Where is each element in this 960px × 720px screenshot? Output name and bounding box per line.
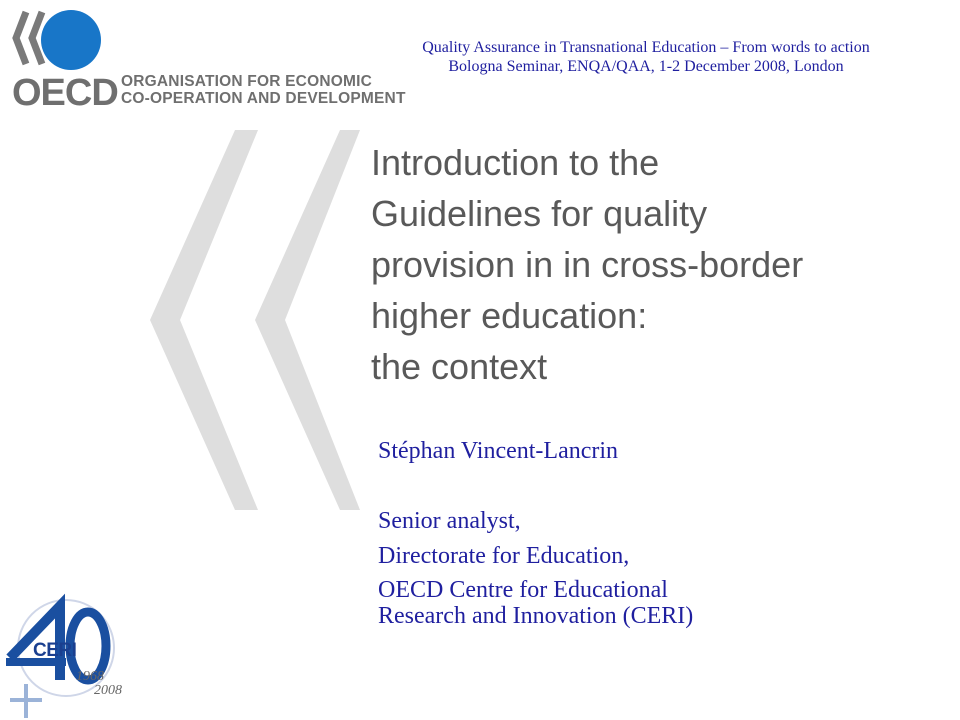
ceri-label: CERI: [33, 640, 77, 661]
title-line-5: the context: [371, 346, 548, 387]
chevron-left-shape: [150, 130, 258, 510]
chevron-right-shape: [255, 130, 360, 510]
title-line-4: higher education:: [371, 295, 648, 336]
seminar-header: [340, 38, 952, 76]
header-line-2: Bologna Seminar, ENQA/QAA, 1-2 December 2008, London: [448, 58, 844, 75]
title-line-3: provision in in cross-border: [371, 244, 804, 285]
oecd-organisation-name: [121, 73, 406, 107]
author-role: [378, 507, 693, 629]
oecd-logo: [8, 8, 406, 114]
header-line-1: Quality Assurance in Transnational Education – From words to action: [422, 39, 870, 56]
oecd-org-line-2: CO-OPERATION AND DEVELOPMENT: [121, 90, 406, 107]
ceri-year-start: 1968: [76, 669, 104, 684]
chevron-watermark: [150, 130, 360, 510]
role-line-4: Research and Innovation (CERI): [378, 603, 694, 629]
role-line-2: Directorate for Education,: [378, 543, 630, 569]
oecd-org-line-1: ORGANISATION FOR ECONOMIC: [121, 73, 372, 90]
title-line-1: Introduction to the: [371, 142, 660, 183]
role-line-3: OECD Centre for Educational: [378, 577, 668, 603]
title-line-2: Guidelines for quality: [371, 193, 708, 234]
ceri-years: [76, 670, 122, 698]
slide-title: [371, 137, 951, 392]
author-name: Stéphan Vincent-Lancrin: [378, 438, 619, 464]
role-line-1: Senior analyst,: [378, 508, 521, 534]
ceri-year-end: 2008: [94, 683, 122, 698]
oecd-wordmark: OECD: [12, 72, 118, 114]
